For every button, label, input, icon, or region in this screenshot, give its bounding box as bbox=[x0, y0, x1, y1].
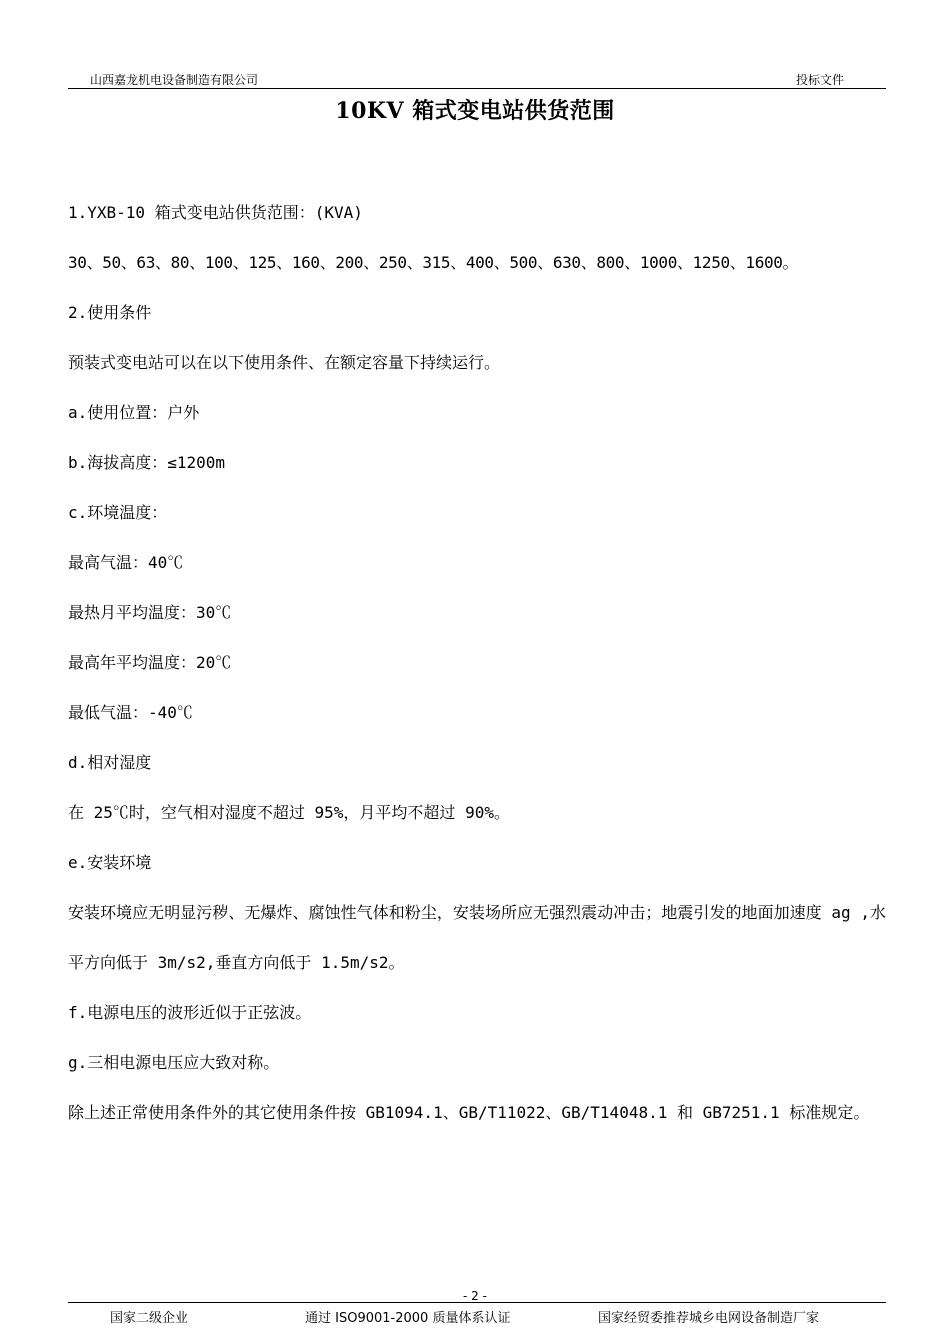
paragraph-humidity-heading: d.相对湿度 bbox=[68, 753, 152, 772]
paragraph-usage-intro: 预装式变电站可以在以下使用条件、在额定容量下持续运行。 bbox=[68, 353, 501, 372]
footer-divider bbox=[68, 1302, 886, 1303]
paragraph-usage-heading: 2.使用条件 bbox=[68, 303, 152, 322]
footer-left: 国家二级企业 bbox=[110, 1311, 189, 1326]
paragraph-supply-range-heading: 1.YXB-10 箱式变电站供货范围：(KVA) bbox=[68, 203, 363, 222]
paragraph-temperature-heading: c.环境温度： bbox=[68, 503, 168, 522]
document-body bbox=[68, 188, 886, 1138]
paragraph-min-temp: 最低气温：-40℃ bbox=[68, 703, 193, 722]
paragraph-three-phase: g.三相电源电压应大致对称。 bbox=[68, 1053, 280, 1072]
paragraph-max-temp: 最高气温：40℃ bbox=[68, 553, 184, 572]
header-doc-type: 投标文件 bbox=[795, 73, 844, 87]
header-company: 山西嘉龙机电设备制造有限公司 bbox=[90, 73, 259, 87]
paragraph-location: a.使用位置：户外 bbox=[68, 403, 200, 422]
page-header bbox=[68, 70, 886, 89]
document-title: 10KV 箱式变电站供货范围 bbox=[335, 98, 615, 124]
paragraph-standards: 除上述正常使用条件外的其它使用条件按 GB1094.1、GB/T11022、GB/T14048.1 和 GB7251.1 标准规定。 bbox=[68, 1103, 870, 1122]
paragraph-altitude: b.海拔高度：≤1200m bbox=[68, 453, 226, 472]
paragraph-humidity: 在 25℃时，空气相对湿度不超过 95%，月平均不超过 90%。 bbox=[68, 803, 510, 822]
paragraph-max-annual-temp: 最高年平均温度：20℃ bbox=[68, 653, 232, 672]
paragraph-waveform: f.电源电压的波形近似于正弦波。 bbox=[68, 1003, 312, 1022]
paragraph-capacity-list: 30、50、63、80、100、125、160、200、250、315、400、500、630、800、1000、1250、1600。 bbox=[68, 253, 799, 272]
paragraph-installation: 安装环境应无明显污秽、无爆炸、腐蚀性气体和粉尘，安装场所应无强烈震动冲击；地震引发的地面加速度 ag ,水平方向低于 3m/s2,垂直方向低于 1.5m/s2。 bbox=[68, 903, 886, 972]
footer-right: 国家经贸委推荐城乡电网设备制造厂家 bbox=[598, 1311, 820, 1326]
paragraph-hottest-month-temp: 最热月平均温度：30℃ bbox=[68, 603, 232, 622]
paragraph-installation-heading: e.安装环境 bbox=[68, 853, 152, 872]
page-number: - 2 - bbox=[463, 1289, 487, 1303]
footer-center: 通过 ISO9001-2000 质量体系认证 bbox=[305, 1311, 511, 1326]
